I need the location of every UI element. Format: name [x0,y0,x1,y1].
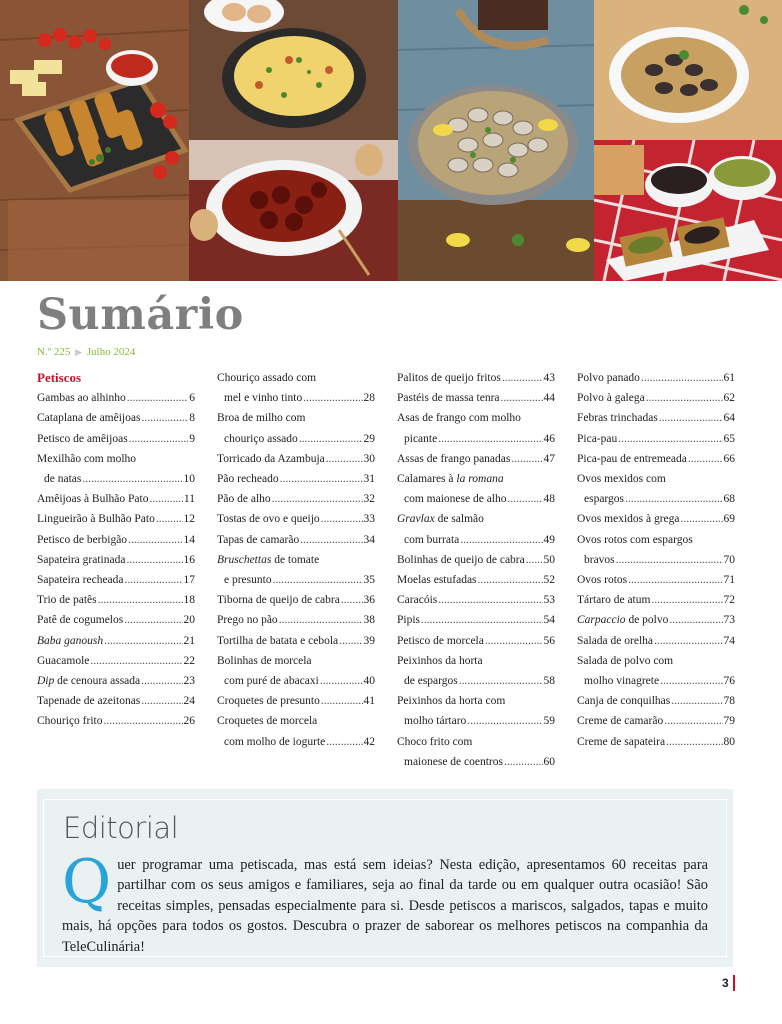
toc-leader-dots [508,489,543,509]
toc-column-1 [37,368,195,732]
photo-croquetes [0,0,189,281]
toc-entry [217,509,375,529]
toc-page-number: 10 [183,473,195,485]
toc-entry-title: Broa de milho com [217,412,306,425]
toc-leader-dots [688,449,723,469]
toc-entry-title: Moelas estufadas [397,574,477,587]
toc-entry [217,631,375,651]
toc-entry [37,711,195,731]
toc-page-number: 33 [363,513,375,526]
toc-entry [397,469,555,489]
toc-leader-dots [501,388,543,408]
toc-page-number: 50 [543,553,555,566]
toc-leader-dots [141,671,182,691]
toc-entry [217,530,375,550]
toc-entry [217,590,375,610]
photo-clams-pan [398,0,594,281]
toc-entry-title: Ovos rotos com espargos [577,533,693,546]
toc-entry-title: Tapenade de azeitonas [37,695,141,708]
toc-leader-dots [104,631,182,651]
toc-page-number: 31 [363,473,375,486]
toc-leader-dots [459,671,543,691]
photo-collage [0,0,782,281]
toc-entry [37,469,195,489]
toc-page-number: 12 [183,513,195,526]
toc-entry-title: Prego no pão [217,614,278,627]
toc-leader-dots [300,530,362,550]
toc-page-number: 29 [363,432,375,445]
toc-page-number: 56 [543,634,555,647]
issue-line [37,346,135,358]
toc-page-number: 23 [183,675,195,688]
photo-clams-pates [594,0,782,281]
toc-entry [397,752,555,772]
toc-entry-title: Mexilhão com molho [37,452,137,465]
toc-entry-title: Chouriço assado com [217,372,317,384]
toc-page-number: 59 [543,715,555,728]
toc-entry [217,570,375,590]
toc-entry-title: espargos [584,493,625,506]
toc-entry-title: Petisco de morcela [397,634,484,647]
toc-entry-title: Guacamole [37,654,90,667]
toc-entry [37,429,195,449]
toc-entry-title: Amêijoas à Bulhão Pato [37,493,149,506]
toc-entry [577,711,735,731]
toc-entry-title: Dip de cenoura assada [37,675,141,688]
toc-entry [217,469,375,489]
toc-leader-dots [669,610,722,630]
toc-column-4 [577,368,735,752]
toc-leader-dots [646,388,723,408]
toc-page-number: 8 [189,412,195,425]
toc-leader-dots [660,671,722,691]
toc-entry-title: Bolinhas de queijo de cabra [397,553,525,566]
toc-entry-title: Bruschettas de tomate [217,553,320,566]
editorial-box [37,789,733,967]
toc-entry [217,691,375,711]
toc-entry [577,408,735,428]
toc-page-number: 69 [723,513,735,526]
toc-page-number: 34 [363,533,375,546]
toc-entry-title: Pica-pau [577,432,618,445]
toc-leader-dots [651,590,722,610]
toc-leader-dots [341,590,363,610]
toc-entry [397,631,555,651]
toc-leader-dots [129,429,189,449]
toc-leader-dots [511,449,542,469]
toc-entry-title: Asas de frango com molho [397,412,521,425]
toc-leader-dots [126,550,182,570]
toc-entry-title: Creme de camarão [577,715,664,728]
toc-page-number: 74 [723,634,735,647]
toc-page-number: 49 [543,533,555,546]
toc-leader-dots [149,489,182,509]
toc-page-number: 72 [723,594,735,607]
toc-page-number: 43 [543,372,555,384]
toc-entry [37,530,195,550]
toc-leader-dots [141,691,182,711]
toc-entry-title: e presunto [224,574,272,587]
toc-entry-title: Pipis [397,614,421,627]
toc-entry-title: Tostas de ovo e queijo [217,513,320,526]
toc-leader-dots [326,449,363,469]
toc-entry [37,489,195,509]
editorial-dropcap: Q [62,847,112,917]
toc-leader-dots [666,732,722,752]
toc-entry [577,732,735,752]
toc-entry-title: Petisco de berbigão [37,533,128,546]
toc-entry [397,408,555,428]
toc-leader-dots [125,570,183,590]
toc-page-number: 32 [363,493,375,506]
photo-eggs-chorizo [189,0,398,281]
page-number-bar [733,975,735,991]
toc-leader-dots [103,711,182,731]
toc-page-number: 17 [183,574,195,587]
toc-entry [577,388,735,408]
toc-entry [217,388,375,408]
toc-entry-title: Peixinhos da horta com [397,695,506,708]
toc-page-number: 48 [543,493,555,506]
toc-leader-dots [127,388,188,408]
toc-entry [217,550,375,570]
triangle-separator-icon: ▶ [75,347,83,357]
toc-leader-dots [681,509,723,529]
toc-entry-title: Croquetes de presunto [217,695,320,708]
toc-entry [37,408,195,428]
toc-leader-dots [321,691,363,711]
toc-entry-title: Ovos mexidos com [577,473,666,486]
toc-entry-title: maionese de coentros [404,755,503,768]
toc-page-number: 64 [723,412,735,425]
toc-entry-title: Cataplana de amêijoas [37,412,141,425]
toc-entry-title: Pastéis de massa tenra [397,392,500,405]
toc-entry [217,651,375,671]
toc-leader-dots [438,590,542,610]
toc-entry [217,610,375,630]
toc-page-number: 35 [363,574,375,587]
toc-entry [577,570,735,590]
toc-entry [397,732,555,752]
toc-page-number: 73 [723,614,735,627]
toc-entry-title: Tártaro de atum [577,594,651,607]
toc-entry [577,368,735,388]
toc-page-number: 28 [363,392,375,405]
toc-page-number: 44 [543,392,555,405]
toc-entry-title: Choco frito com [397,735,473,748]
toc-entry [217,489,375,509]
toc-entry [577,610,735,630]
toc-page-number: 76 [723,675,735,688]
toc-leader-dots [90,651,182,671]
toc-entry [397,610,555,630]
toc-page-number: 42 [363,735,375,748]
editorial-title: Editorial [63,811,179,845]
toc-entry [577,429,735,449]
toc-entry [577,530,735,550]
toc-entry-title: Ovos mexidos à grega [577,513,680,526]
editorial-body: uer programar uma petiscada, mas está sem ideias? Nesta edição, apresentamos 60 receitas para partilhar com os seus amigos e familiares, seja ao final da tarde ou em qualquer outra ocasião! São receitas simples, pensadas especialmente para si. Desde petiscos a mariscos, salgados, tapas e muito mais, há opções para todos os gostos. Descubra o prazer de saborear os melhores petiscos na companhia da TeleCulinária! [62,857,708,955]
toc-entry-title: Pão de alho [217,493,271,506]
section-heading: Petiscos [37,370,82,385]
toc-leader-dots [303,388,362,408]
toc-page-number: 21 [183,634,195,647]
toc-page-number: 78 [723,695,735,708]
toc-entry-title: Salada de polvo com [577,654,674,667]
toc-entry-title: Pão recheado [217,473,279,486]
toc-page-number: 38 [363,614,375,627]
toc-entry-title: Torricado da Azambuja [217,452,325,465]
toc-leader-dots [299,429,363,449]
toc-entry-title: Tapas de camarão [217,533,300,546]
toc-leader-dots [320,671,363,691]
toc-entry-title: com molho de iogurte [224,735,326,748]
toc-entry-title: Sapateira recheada [37,574,124,587]
toc-leader-dots [625,489,722,509]
toc-entry [577,489,735,509]
toc-entry-title: Ovos rotos [577,574,628,587]
issue-number: N.º 225 [37,346,71,358]
toc-entry [577,671,735,691]
toc-entry [217,449,375,469]
toc-leader-dots [124,610,182,630]
toc-leader-dots [460,530,542,550]
toc-leader-dots [272,489,363,509]
toc-entry-title: Gravlax de salmão [397,513,484,526]
toc-leader-dots [339,631,362,651]
toc-leader-dots [659,408,723,428]
toc-entry [577,651,735,671]
page-title: Sumário [37,290,244,340]
toc-entry-title: com puré de abacaxi [224,675,319,688]
toc-leader-dots [641,368,723,388]
toc-entry [577,590,735,610]
toc-page-number: 6 [189,392,195,405]
toc-leader-dots [141,408,188,428]
toc-leader-dots [156,509,183,529]
toc-entry [37,550,195,570]
toc-entry-title: Sapateira gratinada [37,553,126,566]
toc-entry-title: Canja de conquilhas [577,695,671,708]
toc-entry [577,469,735,489]
toc-page-number: 66 [723,452,735,465]
toc-page-number: 36 [363,594,375,607]
toc-entry [37,590,195,610]
toc-entry-title: Polvo à galega [577,392,645,405]
toc-entry [37,388,195,408]
toc-leader-dots [467,711,542,731]
toc-entry [37,651,195,671]
toc-leader-dots [616,550,723,570]
toc-entry-title: de natas [44,473,82,485]
toc-entry-title: Creme de sapateira [577,735,666,748]
toc-entry-title: Tortilha de batata e cebola [217,634,339,647]
toc-entry-title: Caracóis [397,594,438,607]
toc-leader-dots [279,610,363,630]
toc-entry-title: Trio de patês [37,594,97,607]
toc-entry-title: Pica-pau de entremeada [577,452,687,465]
toc-entry-title: Polvo panado [577,372,640,384]
toc-leader-dots [280,469,363,489]
toc-leader-dots [671,691,722,711]
toc-page-number: 54 [543,614,555,627]
toc-entry-title: Tiborna de queijo de cabra [217,594,340,607]
toc-leader-dots [128,530,182,550]
toc-column-2 [217,368,375,752]
toc-entry-title: Calamares à la romana [397,473,504,486]
toc-entry-title: Baba ganoush [37,634,104,647]
toc-entry-title: Salada de orelha [577,634,653,647]
toc-leader-dots [326,732,362,752]
toc-page-number: 39 [363,634,375,647]
toc-entry-title: picante [404,432,438,445]
toc-entry-title: com maionese de alho [404,493,507,506]
toc-leader-dots [504,752,543,772]
toc-page-number: 24 [183,695,195,708]
page-number: 3 [722,976,729,990]
toc-entry-title: bravos [584,553,615,566]
toc-page-number: 11 [183,493,195,506]
toc-leader-dots [478,570,543,590]
toc-entry [397,671,555,691]
toc-page-number: 46 [543,432,555,445]
toc-entry [217,368,375,388]
toc-leader-dots [485,631,543,651]
toc-entry [37,509,195,529]
toc-page-number: 18 [183,594,195,607]
toc-entry-title: Bolinhas de morcela [217,654,312,667]
toc-leader-dots [628,570,722,590]
toc-entry [397,711,555,731]
toc-entry [217,732,375,752]
toc-page-number: 53 [543,594,555,607]
toc-entry [577,550,735,570]
toc-entry [397,530,555,550]
toc-entry [577,631,735,651]
toc-entry [397,449,555,469]
toc-entry-title: Petisco de amêijoas [37,432,128,445]
toc-page-number: 16 [183,553,195,566]
toc-entry [577,691,735,711]
toc-entry-title: molho tártaro [404,715,467,728]
toc-entry [217,408,375,428]
toc-entry-title: com burrata [404,533,460,546]
toc-entry-title: Croquetes de morcela [217,715,318,728]
toc-page-number: 68 [723,493,735,506]
toc-leader-dots [438,429,542,449]
toc-page-number: 14 [183,533,195,546]
toc-entry [397,691,555,711]
toc-entry [37,691,195,711]
toc-entry-title: Gambas ao alhinho [37,392,126,405]
toc-entry [37,570,195,590]
toc-entry [217,429,375,449]
toc-entry-title: Lingueirão à Bulhão Pato [37,513,155,526]
toc-entry [37,631,195,651]
toc-page-number: 58 [543,675,555,688]
toc-entry [577,449,735,469]
toc-entry-title: Carpaccio de polvo [577,614,669,627]
toc-page-number: 30 [363,452,375,465]
toc-entry-title: Peixinhos da horta [397,654,483,667]
toc-page-number: 26 [183,715,195,728]
toc-entry [397,651,555,671]
toc-entry-title: Febras trinchadas [577,412,658,425]
editorial-text [62,847,708,957]
toc-entry-title: Patê de cogumelos [37,614,124,627]
toc-entry-title: Chouriço frito [37,715,103,728]
toc-page-number: 65 [723,432,735,445]
toc-page-number: 62 [723,392,735,405]
toc-page-number: 47 [543,452,555,465]
toc-entry-title: Palitos de queijo fritos [397,372,501,384]
toc-leader-dots [526,550,543,570]
toc-leader-dots [618,429,722,449]
toc-entry [577,509,735,529]
toc-page-number: 60 [543,755,555,768]
toc-page-number: 40 [363,675,375,688]
toc-entry [217,711,375,731]
toc-entry [217,671,375,691]
toc-leader-dots [321,509,363,529]
toc-leader-dots [82,469,182,489]
toc-leader-dots [654,631,723,651]
toc-entry-title: de espargos [404,675,458,688]
toc-page-number: 52 [543,574,555,587]
toc-page-number: 41 [363,695,375,708]
toc-entry [397,550,555,570]
toc-entry [397,570,555,590]
toc-entry [397,429,555,449]
toc-column-3 [397,368,555,772]
toc-entry [397,368,555,388]
toc-leader-dots [421,610,542,630]
toc-entry [397,489,555,509]
toc-entry-title: Assas de frango panadas [397,452,511,465]
toc-entry-title: chouriço assado [224,432,298,445]
toc-entry [397,388,555,408]
toc-entry [37,449,195,469]
toc-page-number: 9 [189,432,195,445]
toc-leader-dots [273,570,363,590]
toc-entry [397,590,555,610]
toc-entry [37,610,195,630]
issue-date: Julho 2024 [86,346,136,358]
toc-entry [37,671,195,691]
toc-entry-title: molho vinagrete [584,675,660,688]
toc-page-number: 79 [723,715,735,728]
toc-entry-title: mel e vinho tinto [224,392,303,405]
toc-leader-dots [98,590,183,610]
toc-entry [397,509,555,529]
toc-page-number: 20 [183,614,195,627]
toc-leader-dots [502,368,543,388]
toc-page-number: 80 [723,735,735,748]
toc-page-number: 71 [723,574,735,587]
toc-page-number: 70 [723,553,735,566]
toc-leader-dots [664,711,722,731]
toc-page-number: 61 [723,372,735,384]
toc-page-number: 22 [183,654,195,667]
